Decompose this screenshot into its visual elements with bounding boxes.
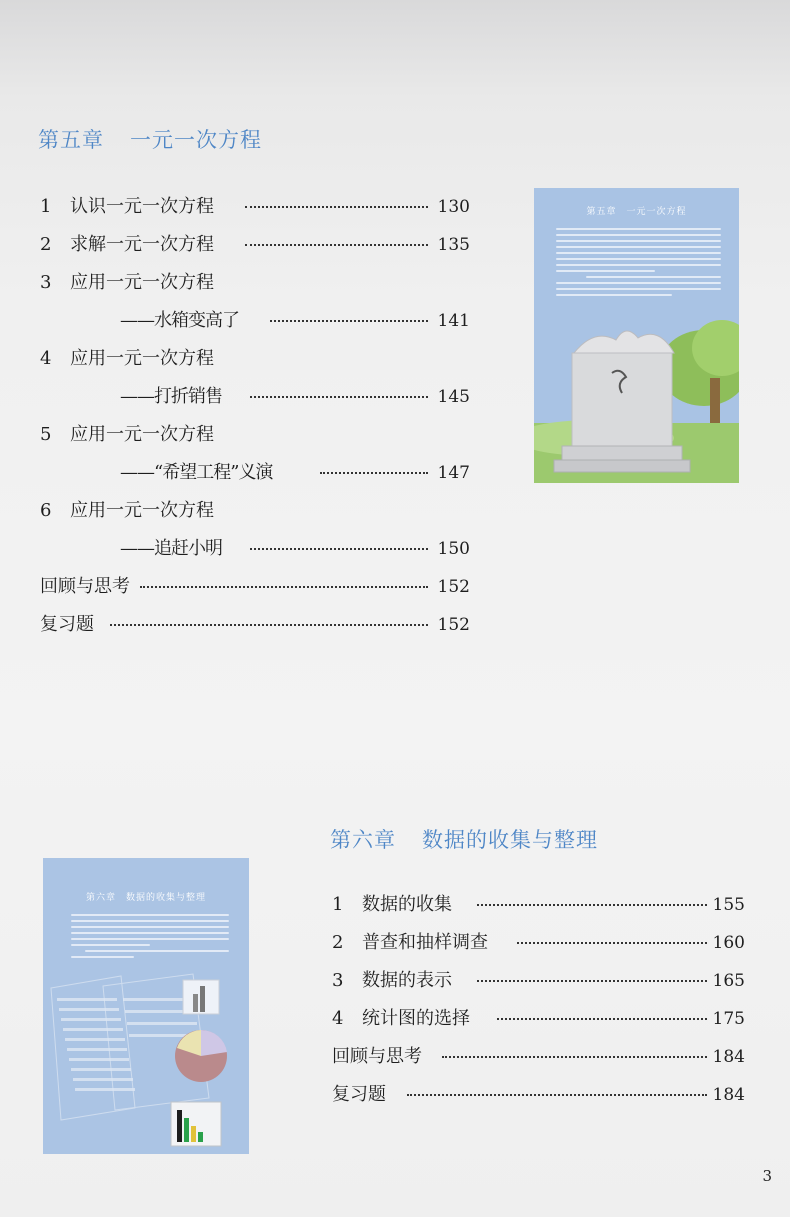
entry-title: 复习题 bbox=[332, 1084, 386, 1105]
toc-entry-exercises[interactable] bbox=[332, 1076, 745, 1114]
entry-page: 150 bbox=[437, 539, 470, 559]
leader-dots bbox=[517, 924, 707, 944]
entry-title: 统计图的选择 bbox=[362, 1008, 470, 1029]
entry-title: 应用一元一次方程 bbox=[70, 500, 214, 521]
entry-number: 4 bbox=[332, 1008, 344, 1029]
leader-dots bbox=[407, 1076, 707, 1096]
entry-title: 求解一元一次方程 bbox=[70, 234, 214, 255]
tombstone-illustration bbox=[534, 188, 739, 483]
toc-entry-6-heading[interactable] bbox=[40, 492, 470, 530]
entry-page: 184 bbox=[712, 1085, 745, 1105]
entry-title: 普查和抽样调查 bbox=[362, 932, 488, 953]
entry-number: 1 bbox=[40, 196, 52, 217]
entry-number: 1 bbox=[332, 894, 344, 915]
entry-number: 2 bbox=[332, 932, 344, 953]
toc-entry-6-sub[interactable] bbox=[40, 530, 470, 568]
chapter6-title bbox=[330, 824, 598, 854]
entry-number: 5 bbox=[40, 424, 52, 445]
entry-page: 130 bbox=[437, 197, 470, 217]
entry-title: 应用一元一次方程 bbox=[70, 348, 214, 369]
leader-dots bbox=[497, 1000, 707, 1020]
entry-page: 152 bbox=[437, 577, 470, 597]
toc-entry-1[interactable] bbox=[40, 188, 470, 226]
toc-entry-2[interactable] bbox=[332, 924, 745, 962]
chapter5-title-name: 一元一次方程 bbox=[130, 128, 262, 152]
leader-dots bbox=[320, 454, 428, 474]
toc-entry-3-heading[interactable] bbox=[40, 264, 470, 302]
entry-number: 3 bbox=[332, 970, 344, 991]
entry-page: 175 bbox=[712, 1009, 745, 1029]
leader-dots bbox=[270, 302, 428, 322]
entry-title: 数据的表示 bbox=[362, 970, 452, 991]
leader-dots bbox=[477, 962, 707, 982]
entry-title: 复习题 bbox=[40, 614, 94, 635]
toc-entry-4[interactable] bbox=[332, 1000, 745, 1038]
entry-title: 应用一元一次方程 bbox=[70, 424, 214, 445]
chapter5-toc bbox=[40, 188, 470, 644]
leader-dots bbox=[140, 568, 428, 588]
entry-number: 2 bbox=[40, 234, 52, 255]
chapter6-toc bbox=[332, 886, 745, 1114]
leader-dots bbox=[477, 886, 707, 906]
chapter6-title-number: 第六章 bbox=[330, 828, 396, 852]
toc-entry-exercises[interactable] bbox=[40, 606, 470, 644]
toc-entry-2[interactable] bbox=[40, 226, 470, 264]
leader-dots bbox=[110, 606, 428, 626]
entry-subtitle: ——打折销售 bbox=[120, 386, 222, 407]
toc-entry-3-sub[interactable] bbox=[40, 302, 470, 340]
entry-subtitle: ——追赶小明 bbox=[120, 538, 222, 559]
toc-entry-review[interactable] bbox=[40, 568, 470, 606]
entry-subtitle: ——“希望工程”义演 bbox=[120, 462, 273, 483]
entry-title: 回顾与思考 bbox=[332, 1046, 422, 1067]
entry-page: 147 bbox=[437, 463, 470, 483]
page-number: 3 bbox=[762, 1167, 772, 1185]
entry-number: 3 bbox=[40, 272, 52, 293]
chapter6-title-name: 数据的收集与整理 bbox=[422, 828, 598, 852]
entry-page: 152 bbox=[437, 615, 470, 635]
chapter6-thumb-title: 第六章 数据的收集与整理 bbox=[85, 893, 206, 903]
toc-entry-5-heading[interactable] bbox=[40, 416, 470, 454]
entry-page: 184 bbox=[712, 1047, 745, 1067]
toc-entry-4-heading[interactable] bbox=[40, 340, 470, 378]
entry-page: 155 bbox=[712, 895, 745, 915]
toc-entry-5-sub[interactable] bbox=[40, 454, 470, 492]
leader-dots bbox=[245, 188, 428, 208]
entry-number: 6 bbox=[40, 500, 52, 521]
chapter5-title-number: 第五章 bbox=[38, 128, 104, 152]
toc-entry-3[interactable] bbox=[332, 962, 745, 1000]
leader-dots bbox=[442, 1038, 707, 1058]
toc-entry-4-sub[interactable] bbox=[40, 378, 470, 416]
leader-dots bbox=[245, 226, 428, 246]
entry-number: 4 bbox=[40, 348, 52, 369]
entry-title: 数据的收集 bbox=[362, 894, 452, 915]
chapter6-cover-thumbnail bbox=[43, 858, 249, 1154]
entry-page: 141 bbox=[437, 311, 470, 331]
entry-title: 认识一元一次方程 bbox=[70, 196, 214, 217]
leader-dots bbox=[250, 378, 428, 398]
chapter5-thumb-title: 第五章 一元一次方程 bbox=[586, 207, 687, 217]
entry-page: 160 bbox=[712, 933, 745, 953]
entry-page: 135 bbox=[437, 235, 470, 255]
chapter5-title bbox=[38, 124, 262, 154]
chapter5-cover-thumbnail bbox=[534, 188, 739, 483]
entry-page: 165 bbox=[712, 971, 745, 991]
toc-entry-review[interactable] bbox=[332, 1038, 745, 1076]
entry-title: 应用一元一次方程 bbox=[70, 272, 214, 293]
entry-subtitle: ——水箱变高了 bbox=[120, 310, 239, 331]
statistics-collage-illustration bbox=[43, 858, 249, 1154]
leader-dots bbox=[250, 530, 428, 550]
entry-title: 回顾与思考 bbox=[40, 576, 130, 597]
toc-entry-1[interactable] bbox=[332, 886, 745, 924]
entry-page: 145 bbox=[437, 387, 470, 407]
